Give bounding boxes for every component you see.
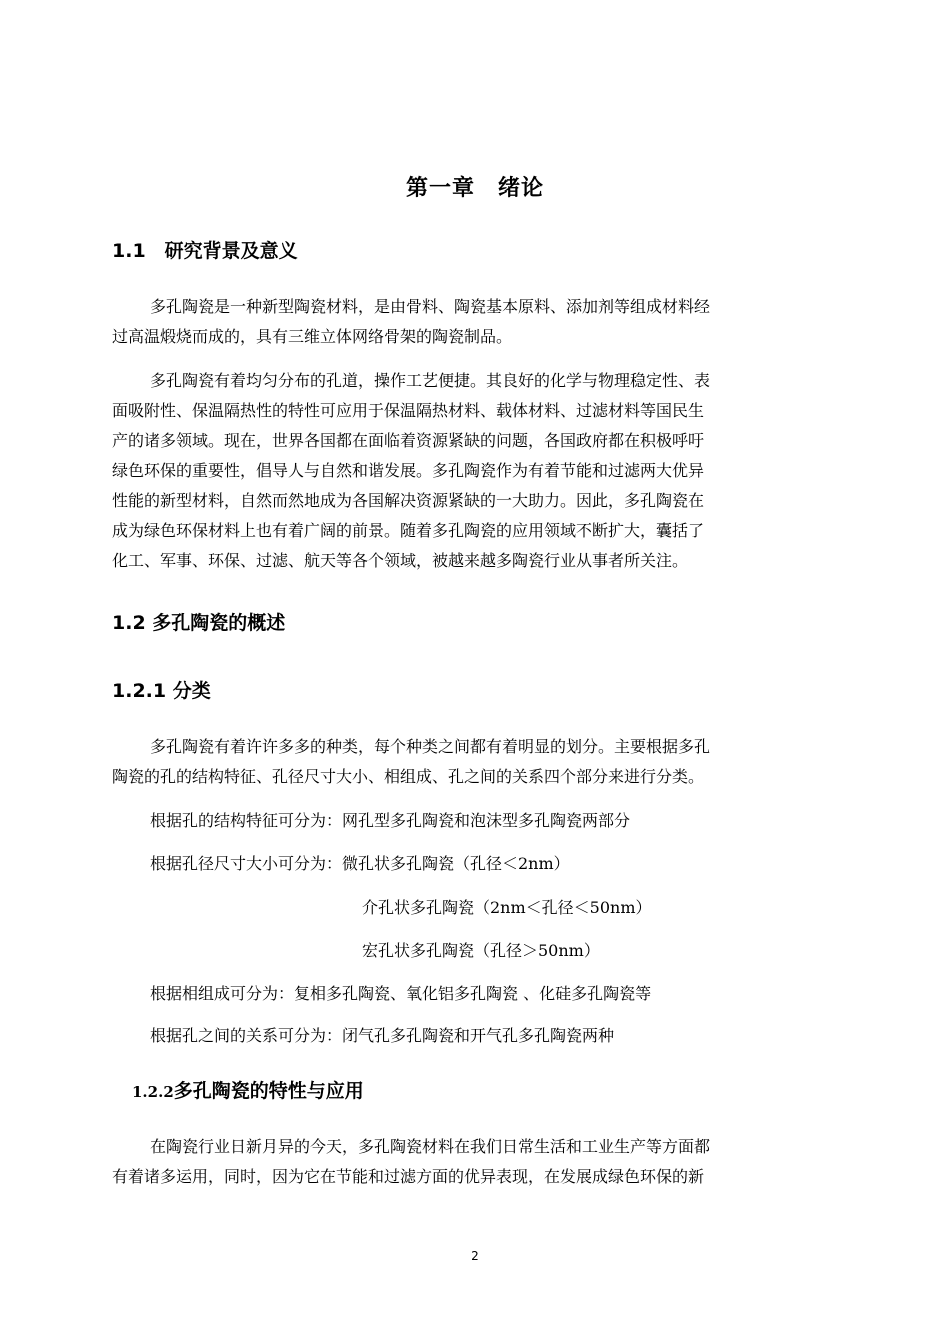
- paragraph-line: 化工、军事、环保、过滤、航天等各个领域，被越来越多陶瓷行业从事者所关注。: [112, 551, 689, 570]
- section-1-2-1-paragraph-1: [112, 732, 842, 792]
- section-1-2-2-number: 1.2.2: [132, 1083, 174, 1101]
- paragraph-line: 成为绿色环保材料上也有着广阔的前景。随着多孔陶瓷的应用领域不断扩大，囊括了: [112, 521, 705, 540]
- section-1-2-1-heading: 1.2.1 分类: [112, 680, 211, 702]
- paragraph-line: 面吸附性、保温隔热性的特性可应用于保温隔热材料、载体材料、过滤材料等国民生: [112, 401, 705, 420]
- section-1-1-paragraph-1: [112, 292, 842, 352]
- paragraph-line: 多孔陶瓷有着许许多多的种类，每个种类之间都有着明显的划分。主要根据多孔: [150, 737, 711, 756]
- paragraph-line: 多孔陶瓷有着均匀分布的孔道，操作工艺便捷。其良好的化学与物理稳定性、表: [150, 371, 711, 390]
- classification-by-size-macro: 宏孔状多孔陶瓷（孔径＞50nm）: [362, 941, 600, 960]
- paragraph-line: 性能的新型材料，自然而然地成为各国解决资源紧缺的一大助力。因此，多孔陶瓷在: [112, 491, 705, 510]
- paragraph-line: 在陶瓷行业日新月异的今天，多孔陶瓷材料在我们日常生活和工业生产等方面都: [150, 1137, 711, 1156]
- classification-by-size-meso: 介孔状多孔陶瓷（2nm＜孔径＜50nm）: [362, 898, 652, 917]
- chapter-title: 第一章 绪论: [405, 176, 544, 201]
- paragraph-line: 过高温煅烧而成的，具有三维立体网络骨架的陶瓷制品。: [112, 327, 513, 346]
- paragraph-line: 多孔陶瓷是一种新型陶瓷材料，是由骨料、陶瓷基本原料、添加剂等组成材料经: [150, 297, 711, 316]
- section-1-2-2-heading: [132, 1076, 364, 1107]
- paragraph-line: 产的诸多领域。现在，世界各国都在面临着资源紧缺的问题，各国政府都在积极呼吁: [112, 431, 705, 450]
- classification-by-size-micro: 根据孔径尺寸大小可分为：微孔状多孔陶瓷（孔径＜2nm）: [150, 854, 570, 873]
- section-1-1-heading: 1.1 研究背景及意义: [112, 240, 298, 262]
- paragraph-line: 绿色环保的重要性，倡导人与自然和谐发展。多孔陶瓷作为有着节能和过滤两大优异: [112, 461, 705, 480]
- paragraph-line: 有着诸多运用，同时，因为它在节能和过滤方面的优异表现，在发展成绿色环保的新: [112, 1167, 705, 1186]
- paragraph-line: 陶瓷的孔的结构特征、孔径尺寸大小、相组成、孔之间的关系四个部分来进行分类。: [112, 767, 705, 786]
- classification-by-phase: 根据相组成可分为：复相多孔陶瓷、氧化铝多孔陶瓷 、化硅多孔陶瓷等: [150, 984, 652, 1003]
- section-1-2-2-title: 多孔陶瓷的特性与应用: [173, 1080, 364, 1102]
- classification-by-structure: 根据孔的结构特征可分为：网孔型多孔陶瓷和泡沫型多孔陶瓷两部分: [150, 811, 631, 830]
- section-1-1-paragraph-2: [112, 366, 842, 576]
- classification-by-relation: 根据孔之间的关系可分为：闭气孔多孔陶瓷和开气孔多孔陶瓷两种: [150, 1026, 615, 1045]
- page-number: 2: [471, 1249, 479, 1263]
- section-1-2-2-paragraph-1: [112, 1132, 842, 1192]
- section-1-2-heading: 1.2 多孔陶瓷的概述: [112, 612, 286, 634]
